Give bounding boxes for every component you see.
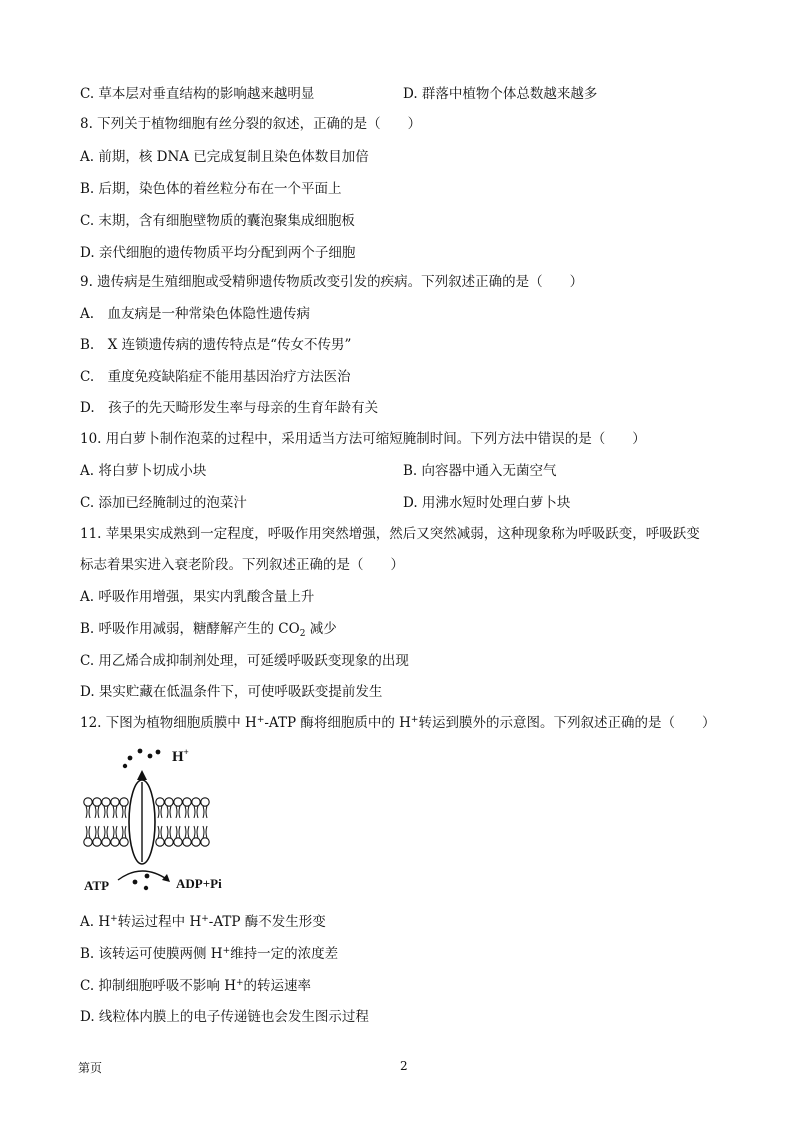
q12-stem-sup: + (256, 715, 265, 725)
q12-option-c (80, 977, 311, 995)
q11-stem-line2: 标志着果实进入衰老阶段。下列叙述正确的是（ ） (80, 557, 404, 573)
q12-option-a (80, 913, 326, 931)
q11-stem-line1: 11. 苹果果实成熟到一定程度，呼吸作用突然增强，然后又突然减弱，这种现象称为呼吸跃变，呼吸跃变 (80, 526, 700, 542)
atp-hydrolysis-arrow (118, 871, 168, 880)
q12-option-b (80, 945, 338, 963)
q10-stem: 10. 用白萝卜制作泡菜的过程中，采用适当方法可缩短腌制时间。下列方法中错误的是（ ） (80, 431, 646, 447)
q11-option-b (80, 620, 337, 638)
q7-option-d: D. 群落中植物个体总数越来越多 (403, 86, 598, 102)
h-ions-inside (133, 874, 150, 891)
q11-option-a: A. 呼吸作用增强，果实内乳酸含量上升 (80, 589, 315, 605)
q9-option-b: B. X 连锁遗传病的遗传特点是“传女不传男” (80, 337, 352, 353)
page-number: 2 (400, 1059, 408, 1073)
q12-stem-part: 转运到膜外的示意图。下列叙述正确的是（ ） (418, 715, 716, 731)
q12-option-b-sup: + (222, 946, 231, 956)
q12-option-a-sup: + (201, 914, 209, 924)
q9-option-a: A. 血友病是一种常染色体隐性遗传病 (80, 306, 311, 322)
footer-left: 第页 (78, 1061, 103, 1075)
h-atpase-diagram (80, 742, 280, 902)
q10-option-c: C. 添加已经腌制过的泡菜汁 (80, 495, 247, 511)
q11-option-b-subscript: 2 (299, 629, 306, 639)
h-ion-label: H+ (172, 747, 189, 765)
q12-option-a-part: -ATP 酶不发生形变 (208, 914, 326, 930)
q8-option-d: D. 亲代细胞的遗传物质平均分配到两个子细胞 (80, 245, 356, 261)
q11-option-d: D. 果实贮藏在低温条件下，可使呼吸跃变提前发生 (80, 684, 383, 700)
q8-option-b: B. 后期，染色体的着丝粒分布在一个平面上 (80, 181, 342, 197)
atp-label: ATP (84, 878, 110, 893)
q8-option-a: A. 前期，核 DNA 已完成复制且染色体数目加倍 (80, 149, 369, 165)
q12-option-c-sup: + (236, 978, 244, 988)
q12-stem-part: -ATP 酶将细胞质中的 H (264, 715, 411, 731)
q10-option-d: D. 用沸水短时处理白萝卜块 (403, 495, 571, 511)
q11-option-b-text-end: 减少 (305, 621, 337, 637)
q11-option-b-text: B. 呼吸作用减弱，糖酵解产生的 CO (80, 621, 300, 637)
q12-stem (80, 714, 715, 732)
q12-option-a-part: A. H (80, 914, 111, 930)
h-ions-outside (123, 749, 161, 769)
q12-option-d: D. 线粒体内膜上的电子传递链也会发生图示过程 (80, 1009, 369, 1025)
membrane-figure (80, 742, 280, 902)
q12-option-a-part: 转运过程中 H (117, 914, 202, 930)
q12-option-b-part: B. 该转运可使膜两侧 H (80, 946, 223, 962)
q8-stem: 8. 下列关于植物细胞有丝分裂的叙述，正确的是（ ） (80, 116, 422, 132)
q12-option-a-sup: + (110, 914, 118, 924)
q12-stem-part: 12. 下图为植物细胞质膜中 H (80, 715, 257, 731)
adp-pi-label: ADP+Pi (176, 876, 222, 891)
q12-option-c-part: C. 抑制细胞呼吸不影响 H (80, 978, 236, 994)
q9-stem: 9. 遗传病是生殖细胞或受精卵遗传物质改变引发的疾病。下列叙述正确的是（ ） (80, 274, 584, 290)
q12-stem-sup: + (410, 715, 419, 725)
q9-option-d: D. 孩子的先天畸形发生率与母亲的生育年龄有关 (80, 400, 379, 416)
q12-option-b-part: 维持一定的浓度差 (230, 946, 339, 962)
q9-option-c: C. 重度免疫缺陷症不能用基因治疗方法医治 (80, 369, 351, 385)
q10-option-b: B. 向容器中通入无菌空气 (403, 463, 557, 479)
q8-option-c: C. 末期，含有细胞壁物质的囊泡聚集成细胞板 (80, 213, 355, 229)
q12-option-c-part: 的转运速率 (243, 978, 312, 994)
q7-option-c: C. 草本层对垂直结构的影响越来越明显 (80, 86, 315, 102)
q11-option-c: C. 用乙烯合成抑制剂处理，可延缓呼吸跃变现象的出现 (80, 653, 409, 669)
q10-option-a: A. 将白萝卜切成小块 (80, 463, 207, 479)
